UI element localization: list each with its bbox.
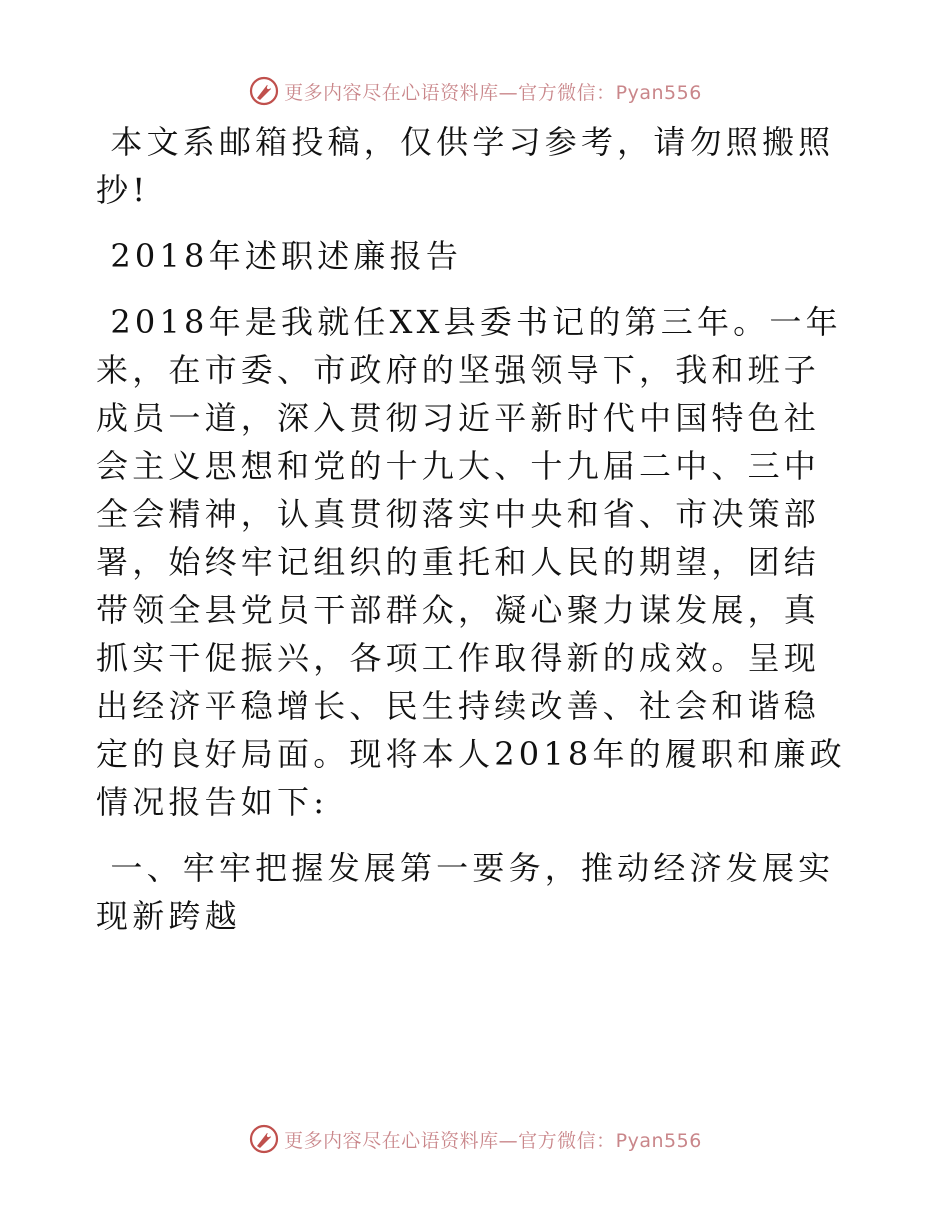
header-watermark (0, 74, 950, 108)
pen-nib-logo-icon (248, 1123, 280, 1155)
watermark-text: 更多内容尽在心语资料库—官方微信：Pyan556 (284, 1129, 702, 1152)
pen-nib-logo-icon (248, 75, 280, 107)
section-heading-1: 一、牢牢把握发展第一要务，推动经济发展实现新跨越 (96, 849, 835, 935)
intro-paragraph: 2018年是我就任XX县委书记的第三年。一年来，在市委、市政府的坚强领导下，我和班子成员一道，深入贯彻习近平新时代中国特色社会主义思想和党的十九大、十九届二中、三中全会精神，认真贯彻落实中央和省、市决策部署，始终牢记组织的重托和人民的期望，团结带领全县党员干部群众，凝心聚力谋发展，真抓实干促振兴，各项工作取得新的成效。呈现出经济平稳增长、民生持续改善、社会和谐稳定的良好局面。现将本人2018年的履职和廉政情况报告如下: (96, 303, 846, 821)
notice-paragraph: 本文系邮箱投稿，仅供学习参考，请勿照搬照抄! (96, 123, 835, 209)
document-title: 2018年述职述廉报告 (96, 237, 463, 275)
footer-watermark (0, 1122, 950, 1156)
watermark-text: 更多内容尽在心语资料库—官方微信：Pyan556 (284, 81, 702, 104)
document-body (96, 118, 856, 940)
